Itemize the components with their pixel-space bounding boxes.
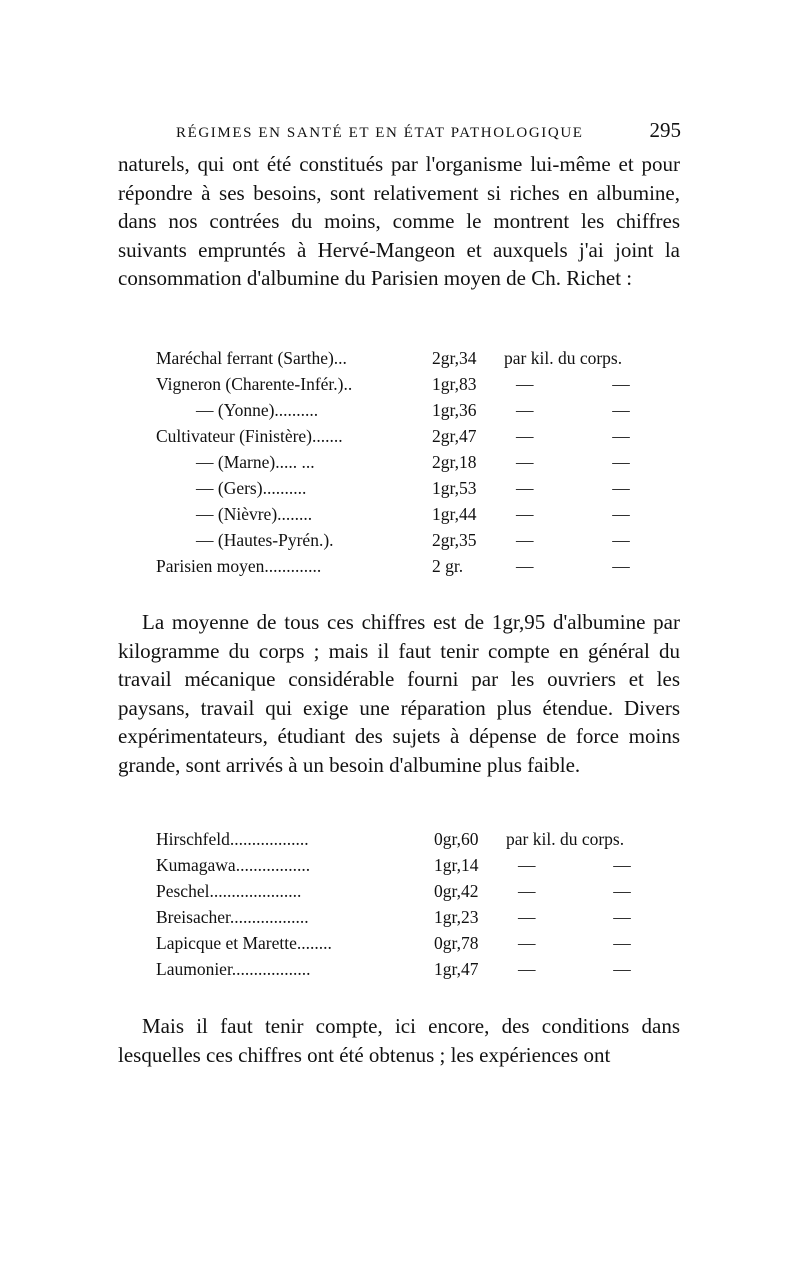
table-row bbox=[156, 449, 646, 475]
paragraph-text: La moyenne de tous ces chiffres est de 1gr,95 d'albumine par kilogramme du corps ; mais il faut tenir compte en général du travail mécanique considérable fourni par les ouvriers et les paysans, travail qui exige une réparation plus étendue. Divers expérimentateurs, étudiant des sujets à dépense de force moins grande, sont arrivés à un besoin d'albumine plus faible. bbox=[118, 610, 680, 777]
table-row bbox=[156, 956, 646, 982]
ditto-mark: — bbox=[516, 530, 534, 550]
ditto-mark: — bbox=[516, 452, 534, 472]
table-row bbox=[156, 371, 646, 397]
ditto-mark: — bbox=[613, 933, 631, 953]
table-row bbox=[156, 527, 646, 553]
row-value: 1gr,47 bbox=[434, 959, 479, 979]
table-row bbox=[156, 501, 646, 527]
row-value: 0gr,60 bbox=[434, 829, 479, 849]
row-value: 1gr,23 bbox=[434, 907, 479, 927]
table-row bbox=[156, 345, 646, 371]
row-value: 0gr,42 bbox=[434, 881, 479, 901]
paragraph-continuation bbox=[118, 150, 680, 293]
ditto-mark: — bbox=[613, 959, 631, 979]
ditto-mark: — bbox=[516, 504, 534, 524]
ditto-mark: — bbox=[612, 478, 630, 498]
ditto-mark: — bbox=[518, 907, 536, 927]
row-label: Parisien moyen............. bbox=[156, 556, 322, 576]
row-label: Maréchal ferrant (Sarthe)... bbox=[156, 348, 347, 368]
page-number: 295 bbox=[649, 118, 681, 142]
row-label: Cultivateur (Finistère)....... bbox=[156, 426, 343, 446]
row-value: 2gr,35 bbox=[432, 530, 477, 550]
row-value: 2 gr. bbox=[432, 556, 464, 576]
row-value: 1gr,53 bbox=[432, 478, 477, 498]
table-row bbox=[156, 878, 646, 904]
row-label: Lapicque et Marette........ bbox=[156, 933, 332, 953]
row-value: 2gr,18 bbox=[432, 452, 477, 472]
row-value: 0gr,78 bbox=[434, 933, 479, 953]
row-value: 2gr,47 bbox=[432, 426, 477, 446]
paragraph-text: naturels, qui ont été constitués par l'organisme lui-même et pour répondre à ses besoins, sont relativement si riches en albumine, dans nos contrées du moins, comme le montrent les chiffres suivants empruntés à Hervé-Mangeon et auxquels j'ai joint la consommation d'albumine du Parisien moyen de Ch. Richet : bbox=[118, 152, 680, 291]
ditto-mark: — bbox=[518, 881, 536, 901]
ditto-mark: — bbox=[518, 959, 536, 979]
row-label: Hirschfeld.................. bbox=[156, 829, 309, 849]
row-label: — (Marne)..... ... bbox=[196, 452, 315, 472]
row-label: — (Hautes-Pyrén.). bbox=[196, 530, 334, 550]
albumin-table-experimenters bbox=[156, 826, 646, 982]
paragraph-average bbox=[118, 608, 680, 780]
row-label: — (Gers).......... bbox=[196, 478, 307, 498]
ditto-mark: — bbox=[612, 556, 630, 576]
row-value: 1gr,83 bbox=[432, 374, 477, 394]
table-row bbox=[156, 475, 646, 501]
ditto-mark: — bbox=[612, 426, 630, 446]
table-row bbox=[156, 930, 646, 956]
ditto-mark: — bbox=[613, 881, 631, 901]
row-unit: par kil. du corps. bbox=[506, 829, 625, 849]
table-row bbox=[156, 423, 646, 449]
ditto-mark: — bbox=[516, 556, 534, 576]
table-row bbox=[156, 826, 646, 852]
ditto-mark: — bbox=[612, 530, 630, 550]
ditto-mark: — bbox=[516, 374, 534, 394]
row-label: Vigneron (Charente-Infér.).. bbox=[156, 374, 353, 394]
table-row bbox=[156, 553, 646, 579]
paragraph-conditions bbox=[118, 1012, 680, 1069]
row-value: 1gr,44 bbox=[432, 504, 477, 524]
table-row bbox=[156, 904, 646, 930]
ditto-mark: — bbox=[612, 452, 630, 472]
table-row bbox=[156, 397, 646, 423]
ditto-mark: — bbox=[612, 504, 630, 524]
table-row bbox=[156, 852, 646, 878]
row-value: 1gr,14 bbox=[434, 855, 479, 875]
ditto-mark: — bbox=[516, 426, 534, 446]
row-label: Breisacher.................. bbox=[156, 907, 309, 927]
ditto-mark: — bbox=[612, 374, 630, 394]
row-label: Laumonier.................. bbox=[156, 959, 311, 979]
row-label: — (Nièvre)........ bbox=[196, 504, 313, 524]
row-value: 1gr,36 bbox=[432, 400, 477, 420]
row-label: Peschel..................... bbox=[156, 881, 302, 901]
running-title: RÉGIMES EN SANTÉ ET EN ÉTAT PATHOLOGIQUE bbox=[176, 125, 584, 141]
albumin-table-workers bbox=[156, 345, 646, 579]
ditto-mark: — bbox=[516, 478, 534, 498]
row-value: 2gr,34 bbox=[432, 348, 477, 368]
row-label: Kumagawa................. bbox=[156, 855, 311, 875]
ditto-mark: — bbox=[518, 855, 536, 875]
ditto-mark: — bbox=[612, 400, 630, 420]
ditto-mark: — bbox=[613, 907, 631, 927]
ditto-mark: — bbox=[613, 855, 631, 875]
ditto-mark: — bbox=[516, 400, 534, 420]
paragraph-text: Mais il faut tenir compte, ici encore, des conditions dans lesquelles ces chiffres ont été obtenus ; les expériences ont bbox=[118, 1014, 680, 1067]
row-label: — (Yonne).......... bbox=[196, 400, 319, 420]
ditto-mark: — bbox=[518, 933, 536, 953]
row-unit: par kil. du corps. bbox=[504, 348, 623, 368]
page-header bbox=[176, 118, 681, 143]
